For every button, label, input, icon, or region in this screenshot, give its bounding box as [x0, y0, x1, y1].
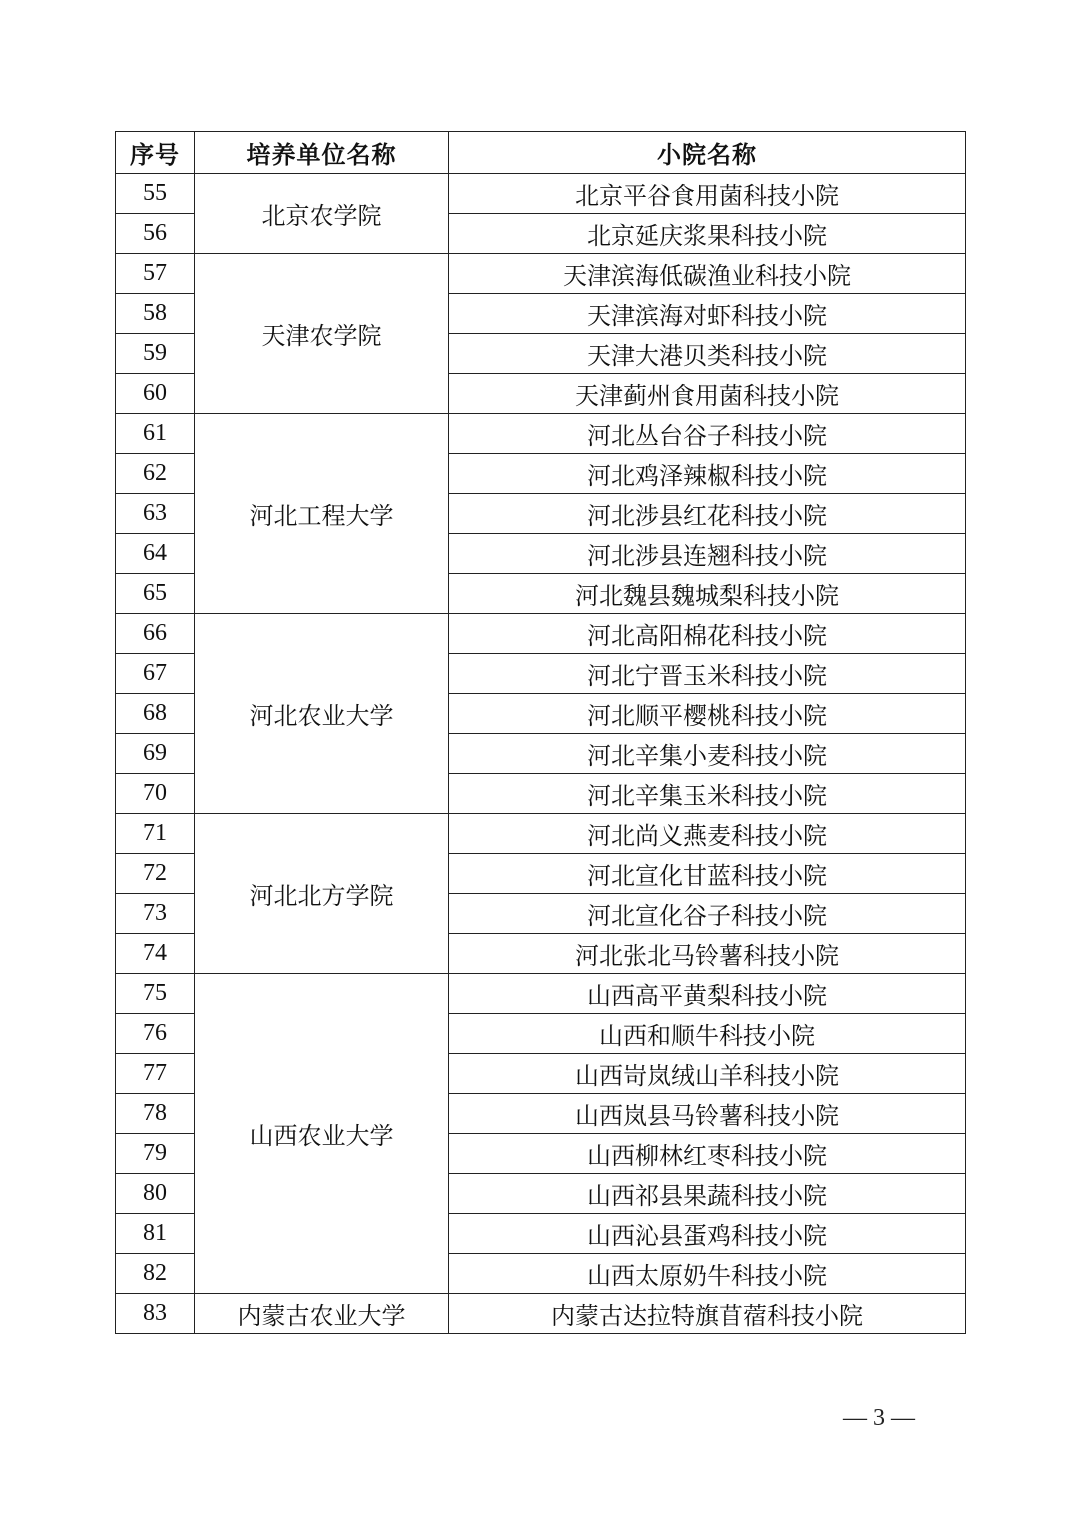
header-training-unit: 培养单位名称 — [195, 132, 449, 174]
courtyard-name-cell: 天津滨海低碳渔业科技小院 — [449, 254, 966, 294]
serial-number-cell: 61 — [116, 414, 195, 454]
courtyard-name-cell: 河北涉县连翘科技小院 — [449, 534, 966, 574]
courtyard-name-cell: 河北宁晋玉米科技小院 — [449, 654, 966, 694]
courtyard-name-cell: 河北尚义燕麦科技小院 — [449, 814, 966, 854]
header-serial-number: 序号 — [116, 132, 195, 174]
courtyard-name-cell: 山西高平黄梨科技小院 — [449, 974, 966, 1014]
serial-number-cell: 72 — [116, 854, 195, 894]
training-unit-cell: 内蒙古农业大学 — [195, 1294, 449, 1334]
serial-number-cell: 73 — [116, 894, 195, 934]
serial-number-cell: 69 — [116, 734, 195, 774]
courtyard-name-cell: 河北张北马铃薯科技小院 — [449, 934, 966, 974]
serial-number-cell: 77 — [116, 1054, 195, 1094]
serial-number-cell: 82 — [116, 1254, 195, 1294]
serial-number-cell: 71 — [116, 814, 195, 854]
serial-number-cell: 81 — [116, 1214, 195, 1254]
serial-number-cell: 56 — [116, 214, 195, 254]
serial-number-cell: 66 — [116, 614, 195, 654]
courtyard-name-cell: 山西沁县蛋鸡科技小院 — [449, 1214, 966, 1254]
courtyard-name-cell: 河北魏县魏城梨科技小院 — [449, 574, 966, 614]
serial-number-cell: 57 — [116, 254, 195, 294]
courtyard-name-cell: 山西岢岚绒山羊科技小院 — [449, 1054, 966, 1094]
courtyard-name-cell: 山西柳林红枣科技小院 — [449, 1134, 966, 1174]
serial-number-cell: 67 — [116, 654, 195, 694]
courtyard-name-cell: 河北涉县红花科技小院 — [449, 494, 966, 534]
training-unit-cell: 河北工程大学 — [195, 414, 449, 614]
courtyard-name-cell: 山西祁县果蔬科技小院 — [449, 1174, 966, 1214]
serial-number-cell: 63 — [116, 494, 195, 534]
courtyard-name-cell: 河北宣化谷子科技小院 — [449, 894, 966, 934]
table-row — [116, 414, 966, 454]
serial-number-cell: 78 — [116, 1094, 195, 1134]
courtyard-name-cell: 北京延庆浆果科技小院 — [449, 214, 966, 254]
serial-number-cell: 68 — [116, 694, 195, 734]
training-unit-cell: 山西农业大学 — [195, 974, 449, 1294]
serial-number-cell: 83 — [116, 1294, 195, 1334]
courtyard-name-cell: 天津蓟州食用菌科技小院 — [449, 374, 966, 414]
training-unit-cell: 河北农业大学 — [195, 614, 449, 814]
courtyard-name-cell: 河北辛集小麦科技小院 — [449, 734, 966, 774]
serial-number-cell: 60 — [116, 374, 195, 414]
courtyard-name-cell: 山西和顺牛科技小院 — [449, 1014, 966, 1054]
courtyard-name-cell: 天津大港贝类科技小院 — [449, 334, 966, 374]
science-courtyard-table — [115, 131, 966, 1334]
serial-number-cell: 64 — [116, 534, 195, 574]
training-unit-cell: 天津农学院 — [195, 254, 449, 414]
serial-number-cell: 55 — [116, 174, 195, 214]
serial-number-cell: 74 — [116, 934, 195, 974]
courtyard-name-cell: 河北丛台谷子科技小院 — [449, 414, 966, 454]
courtyard-name-cell: 河北鸡泽辣椒科技小院 — [449, 454, 966, 494]
serial-number-cell: 80 — [116, 1174, 195, 1214]
serial-number-cell: 59 — [116, 334, 195, 374]
serial-number-cell: 70 — [116, 774, 195, 814]
courtyard-name-cell: 河北辛集玉米科技小院 — [449, 774, 966, 814]
serial-number-cell: 58 — [116, 294, 195, 334]
table-row — [116, 1294, 966, 1334]
courtyard-name-cell: 北京平谷食用菌科技小院 — [449, 174, 966, 214]
table-row — [116, 174, 966, 214]
serial-number-cell: 75 — [116, 974, 195, 1014]
training-unit-cell: 北京农学院 — [195, 174, 449, 254]
courtyard-name-cell: 天津滨海对虾科技小院 — [449, 294, 966, 334]
courtyard-name-cell: 河北高阳棉花科技小院 — [449, 614, 966, 654]
header-courtyard-name: 小院名称 — [449, 132, 966, 174]
serial-number-cell: 79 — [116, 1134, 195, 1174]
table-row — [116, 614, 966, 654]
table-row — [116, 814, 966, 854]
serial-number-cell: 65 — [116, 574, 195, 614]
courtyard-name-cell: 山西太原奶牛科技小院 — [449, 1254, 966, 1294]
table-row — [116, 254, 966, 294]
courtyard-name-cell: 河北顺平樱桃科技小院 — [449, 694, 966, 734]
courtyard-name-cell: 河北宣化甘蓝科技小院 — [449, 854, 966, 894]
courtyard-name-cell: 山西岚县马铃薯科技小院 — [449, 1094, 966, 1134]
training-unit-cell: 河北北方学院 — [195, 814, 449, 974]
table-body — [116, 174, 966, 1334]
table-row — [116, 974, 966, 1014]
serial-number-cell: 62 — [116, 454, 195, 494]
serial-number-cell: 76 — [116, 1014, 195, 1054]
table-header-row — [116, 132, 966, 174]
courtyard-name-cell: 内蒙古达拉特旗苜蓿科技小院 — [449, 1294, 966, 1334]
page-number: — 3 — — [843, 1405, 915, 1431]
